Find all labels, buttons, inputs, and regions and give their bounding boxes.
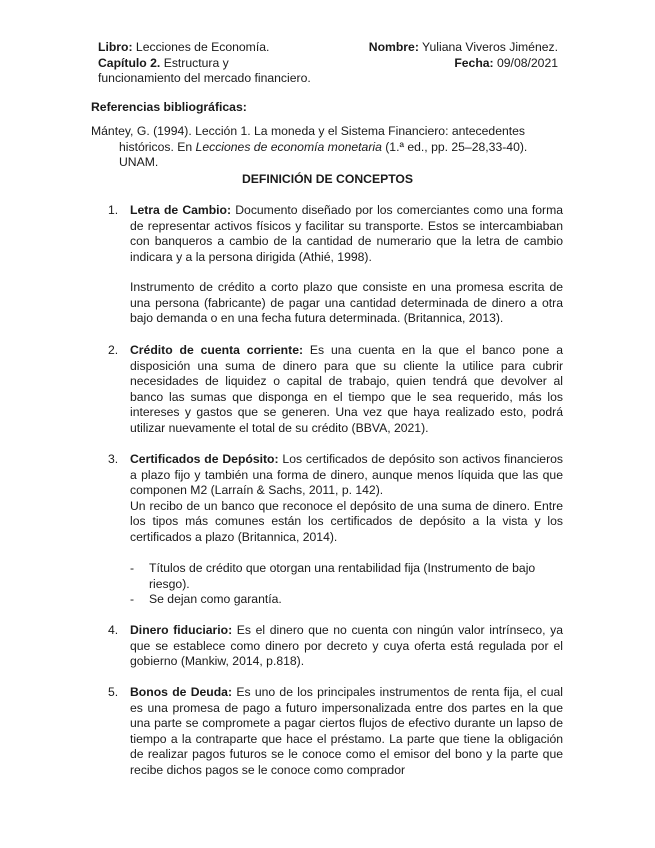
- concept-term: Crédito de cuenta corriente:: [130, 343, 304, 357]
- concept-paragraph: Letra de Cambio: Documento diseñado por los comerciantes como una forma de representar activos físicos y facilitar su transporte. Estos se intercambiaban con banqueros a cambio de la cantidad de numerario que la letra de cambio indicara y a la persona dirigida (Athié, 1998).: [130, 203, 563, 264]
- book-line: [98, 40, 338, 56]
- concept-paragraph: Instrumento de crédito a corto plazo que consiste en una promesa escrita de una persona (fabricante) de pagar una cantidad determinada de dinero a otra bajo demanda o en una fecha futura determinada. (Britannica, 2013).: [130, 280, 563, 325]
- concept-paragraph: Crédito de cuenta corriente: Es una cuenta en la que el banco pone a disposición una suma de dinero para que su cliente la utilice para cubrir necesidades de liquidez o capital de trabajo, quien tendrá que devolver al banco las sumas que disponga en el tiempo que le sea requerido, más los intereses y gastos que se generen. Una vez que haya realizado esto, podrá utilizar nuevamente el total de su crédito (BBVA, 2021).: [130, 343, 563, 435]
- concept-item-3: [130, 452, 563, 545]
- concept-paragraph: Bonos de Deuda: Es uno de los principales instrumentos de renta fija, el cual es una promesa de pago a futuro impersonalizada entre dos partes en la que una parte se compromete a pagar ciertos flujos de efectivo durante un lapso de tiempo a la contraparte que hace el préstamo. La parte que tiene la obligación de realizar pagos futuros se le conoce como el emisor del bono y la parte que recibe dichos pagos se le conoce como comprador: [130, 685, 564, 777]
- date-value: 09/08/2021: [497, 55, 558, 70]
- chapter-value: Estructura y: [163, 55, 229, 70]
- chapter-label: Capítulo 2.: [98, 55, 161, 70]
- concept-item-4: [130, 623, 563, 670]
- bullet-dash: -: [130, 561, 135, 575]
- concept-paragraph: Certificados de Depósito: Los certificados de depósito son activos financieros a plazo fijo y también una forma de dinero, aunque menos líquida que las que componen M2 (Larraín & Sachs, 2011, p. 142).: [130, 452, 563, 497]
- date-line: [340, 56, 558, 72]
- concept-term: Letra de Cambio:: [130, 203, 232, 217]
- book-value: Lecciones de Economía.: [135, 40, 270, 54]
- reference-entry: [91, 124, 561, 171]
- section-title: DEFINICIÓN DE CONCEPTOS: [241, 172, 414, 186]
- concept-item-5: [130, 685, 563, 778]
- concept-item-1: [130, 203, 563, 327]
- bullet-dash: -: [130, 592, 135, 606]
- name-line: [340, 40, 558, 56]
- concept-term: Certificados de Depósito:: [130, 452, 279, 466]
- concept-paragraph: Dinero fiduciario: Es el dinero que no cuenta con ningún valor intrínseco, ya que se establece como dinero por decreto y cuya oferta está regulada por el gobierno (Mankiw, 2014, p.818).: [130, 623, 563, 668]
- reference-line-1: Mántey, G. (1994). Lección 1. La moneda y el Sistema Financiero: antecedentes: [91, 124, 526, 138]
- concept-number-5: 5.: [108, 685, 119, 699]
- book-label: Libro:: [98, 40, 133, 54]
- reference-title: Lecciones de economía monetaria: [195, 139, 382, 154]
- concept-item-2: [130, 343, 563, 436]
- concept-number-2: 2.: [108, 343, 119, 357]
- concept-paragraph: Un recibo de un banco que reconoce el depósito de una suma de dinero. Entre los tipos más comunes están los certificados de depósito a la vista y los certificados a plazo (Britannica, 2014).: [130, 498, 563, 544]
- reference-line-3: UNAM.: [119, 155, 159, 169]
- concept-number-1: 1.: [108, 203, 119, 217]
- name-value: Yuliana Viveros Jiménez.: [422, 40, 558, 54]
- reference-line-2: históricos. En Lecciones de economía monetaria (1.ª ed., pp. 25–28,33-40).: [119, 139, 528, 154]
- concept-term: Dinero fiduciario:: [130, 623, 233, 637]
- concept-number-4: 4.: [108, 623, 119, 637]
- header-right: [340, 40, 558, 71]
- concept-number-3: 3.: [108, 452, 119, 466]
- name-label: Nombre:: [368, 40, 419, 54]
- chapter-line: [98, 56, 338, 72]
- header-left: [98, 40, 338, 87]
- concept-term: Bonos de Deuda:: [130, 685, 233, 699]
- chapter-line-2: funcionamiento del mercado financiero.: [98, 71, 311, 85]
- date-label: Fecha:: [454, 55, 494, 70]
- references-title: Referencias bibliográficas:: [91, 100, 247, 114]
